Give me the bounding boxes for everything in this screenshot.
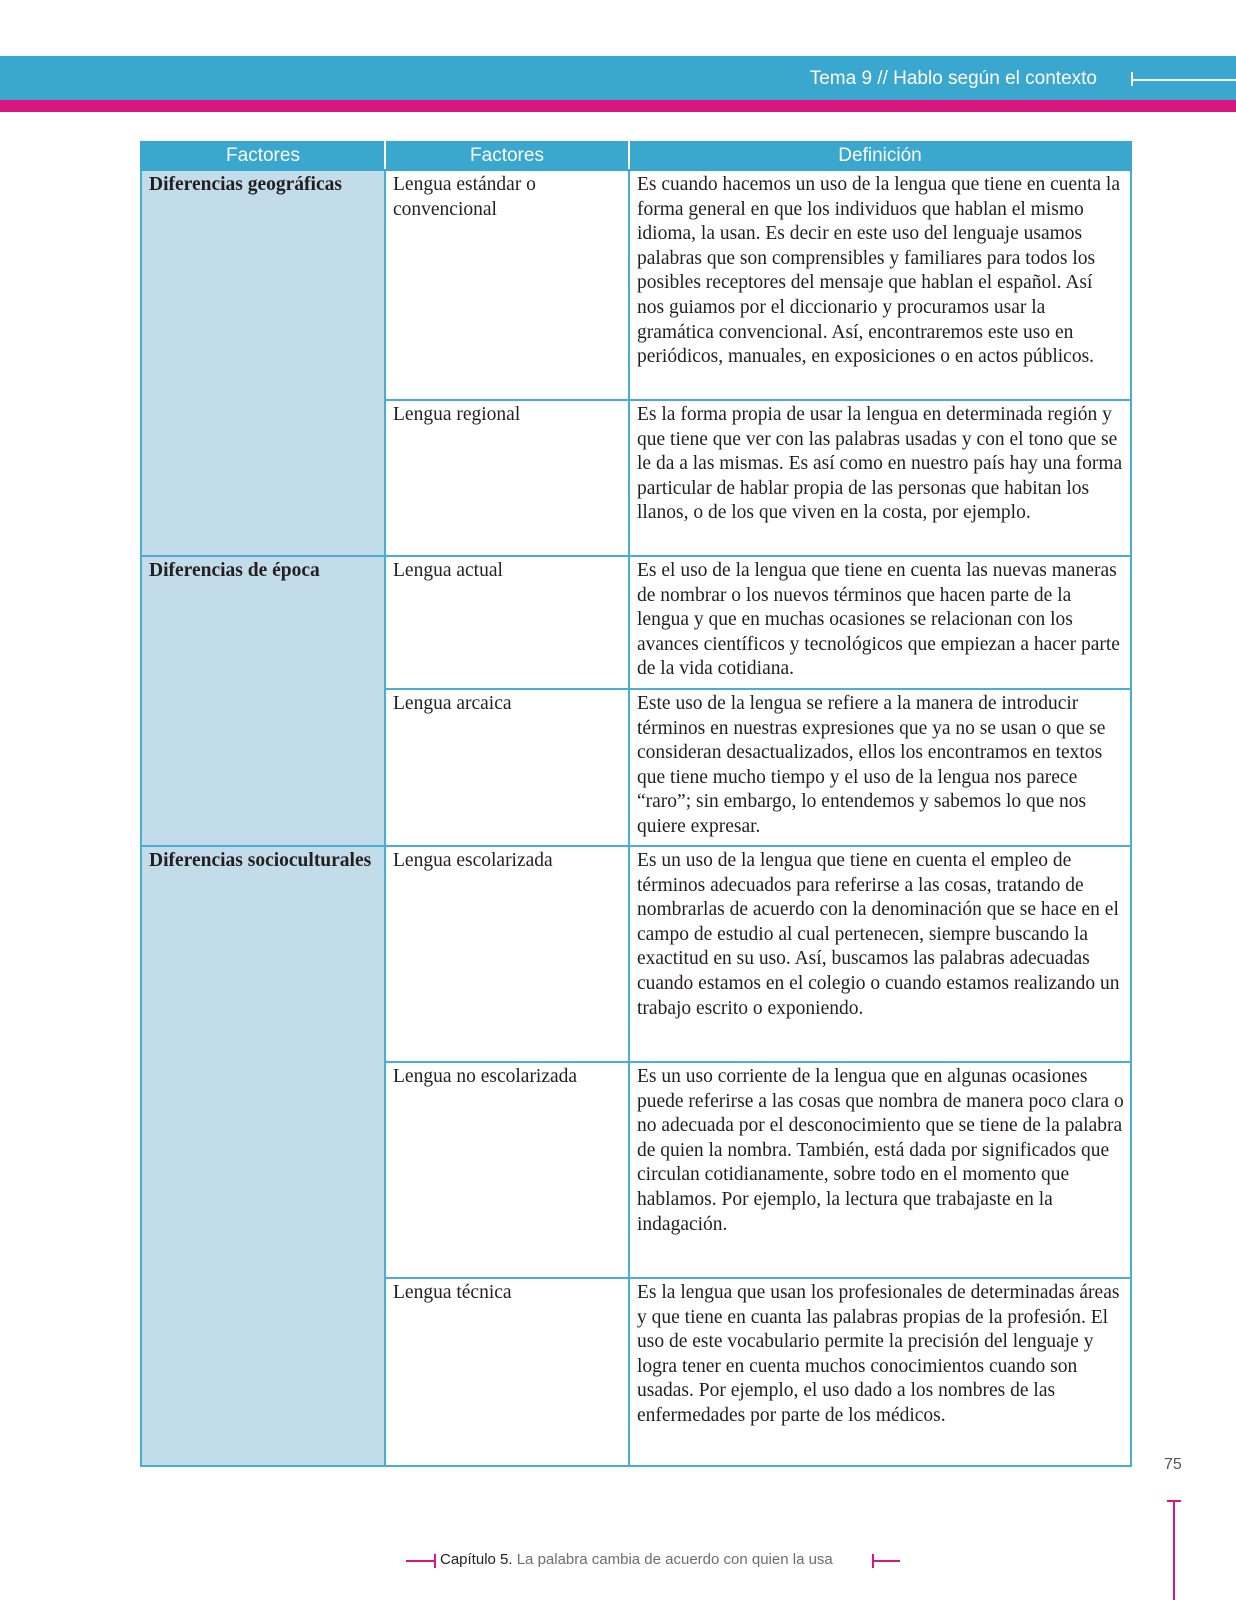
footer-rule-left bbox=[406, 1560, 436, 1562]
definition-cell: Es la forma propia de usar la lengua en determinada región y que tiene que ver con las palabras usadas y con el tono que se le da a las mismas. Es así como en nuestro país hay una forma particular de hablar propia de las personas que habitan los llanos, o de los que viven en la costa, por ejemplo. bbox=[629, 400, 1131, 556]
sub-factor-cell: Lengua arcaica bbox=[385, 689, 629, 846]
definition-cell: Es un uso corriente de la lengua que en algunas ocasiones puede referirse a las cosas que nombra de manera poco clara o no adecuada por el desconocimiento que se tiene de la palabra de quien la nombra. También, está dada por significados que circulan cotidianamente, sobre todo en el momento que hablamos. Por ejemplo, la lectura que trabajaste en la indagación. bbox=[629, 1062, 1131, 1278]
table-row bbox=[141, 556, 1131, 689]
footer-caption bbox=[440, 1551, 833, 1569]
language-variation-table bbox=[140, 141, 1132, 1467]
header-definicion: Definición bbox=[629, 142, 1131, 170]
footer-chapter-title: La palabra cambia de acuerdo con quien la usa bbox=[516, 1551, 833, 1568]
sub-factor-cell: Lengua técnica bbox=[385, 1278, 629, 1466]
sub-factor-cell: Lengua escolarizada bbox=[385, 846, 629, 1062]
footer bbox=[0, 1549, 1236, 1571]
header-rule bbox=[1132, 79, 1236, 81]
definition-cell: Es el uso de la lengua que tiene en cuenta las nuevas maneras de nombrar o los nuevos términos que hacen parte de la lengua y que en muchas ocasiones se relacionan con los avances científicos y tecnológicos que empiezan a hacer parte de la vida cotidiana. bbox=[629, 556, 1131, 689]
footer-rule-right bbox=[872, 1560, 900, 1562]
footer-rule-left-tick bbox=[434, 1554, 436, 1568]
chapter-topic-title: Tema 9 // Hablo según el contexto bbox=[809, 68, 1097, 89]
factor-cell: Diferencias socioculturales bbox=[141, 846, 385, 1466]
header-factores-2: Factores bbox=[385, 142, 629, 170]
sub-factor-cell: Lengua no escolarizada bbox=[385, 1062, 629, 1278]
table-row bbox=[141, 170, 1131, 400]
footer-chapter-label: Capítulo 5. bbox=[440, 1551, 513, 1568]
table-header-row bbox=[141, 142, 1131, 170]
sub-factor-cell: Lengua actual bbox=[385, 556, 629, 689]
header-factores-1: Factores bbox=[141, 142, 385, 170]
sub-factor-cell: Lengua regional bbox=[385, 400, 629, 556]
definition-cell: Es un uso de la lengua que tiene en cuenta el empleo de términos adecuados para referirse a las cosas, tratando de nombrarlas de acuerdo con la denominación que se hace en el campo de estudio al cual pertenecen, siempre buscando la exactitud en su uso. Así, buscamos las palabras adecuadas cuando estamos en el colegio o cuando estamos realizando un trabajo escrito o exponiendo. bbox=[629, 846, 1131, 1062]
table-row bbox=[141, 846, 1131, 1062]
factor-cell: Diferencias geográficas bbox=[141, 170, 385, 556]
definition-cell: Este uso de la lengua se refiere a la manera de introducir términos en nuestras expresiones que ya no se usan o que se consideran desactualizados, ellos los encontramos en textos que tiene mucho tiempo y el uso de la lengua nos parece “raro”; sin embargo, lo entendemos y sabemos lo que nos quiere expresar. bbox=[629, 689, 1131, 846]
factor-cell: Diferencias de época bbox=[141, 556, 385, 846]
header-accent-stripe bbox=[0, 100, 1236, 112]
sub-factor-cell: Lengua estándar o convencional bbox=[385, 170, 629, 400]
definition-cell: Es la lengua que usan los profesionales de determinadas áreas y que tiene en cuanta las palabras propias de la profesión. El uso de este vocabulario permite la precisión del lenguaje y logra tener en cuenta muchos conocimientos cuando son usadas. Por ejemplo, el uso dado a los nombres de las enfermedades por parte de los médicos. bbox=[629, 1278, 1131, 1466]
definition-cell: Es cuando hacemos un uso de la lengua que tiene en cuenta la forma general en que los individuos que hablan el mismo idioma, la usan. Es decir en este uso del lenguaje usamos palabras que son comprensibles y familiares para todos los posibles receptores del mensaje que hablan el español. Así nos guiamos por el diccionario y procuramos usar la gramática convencional. Así, encontraremos este uso en periódicos, manuales, en exposiciones o en actos públicos. bbox=[629, 170, 1131, 400]
page-number: 75 bbox=[1164, 1456, 1182, 1473]
